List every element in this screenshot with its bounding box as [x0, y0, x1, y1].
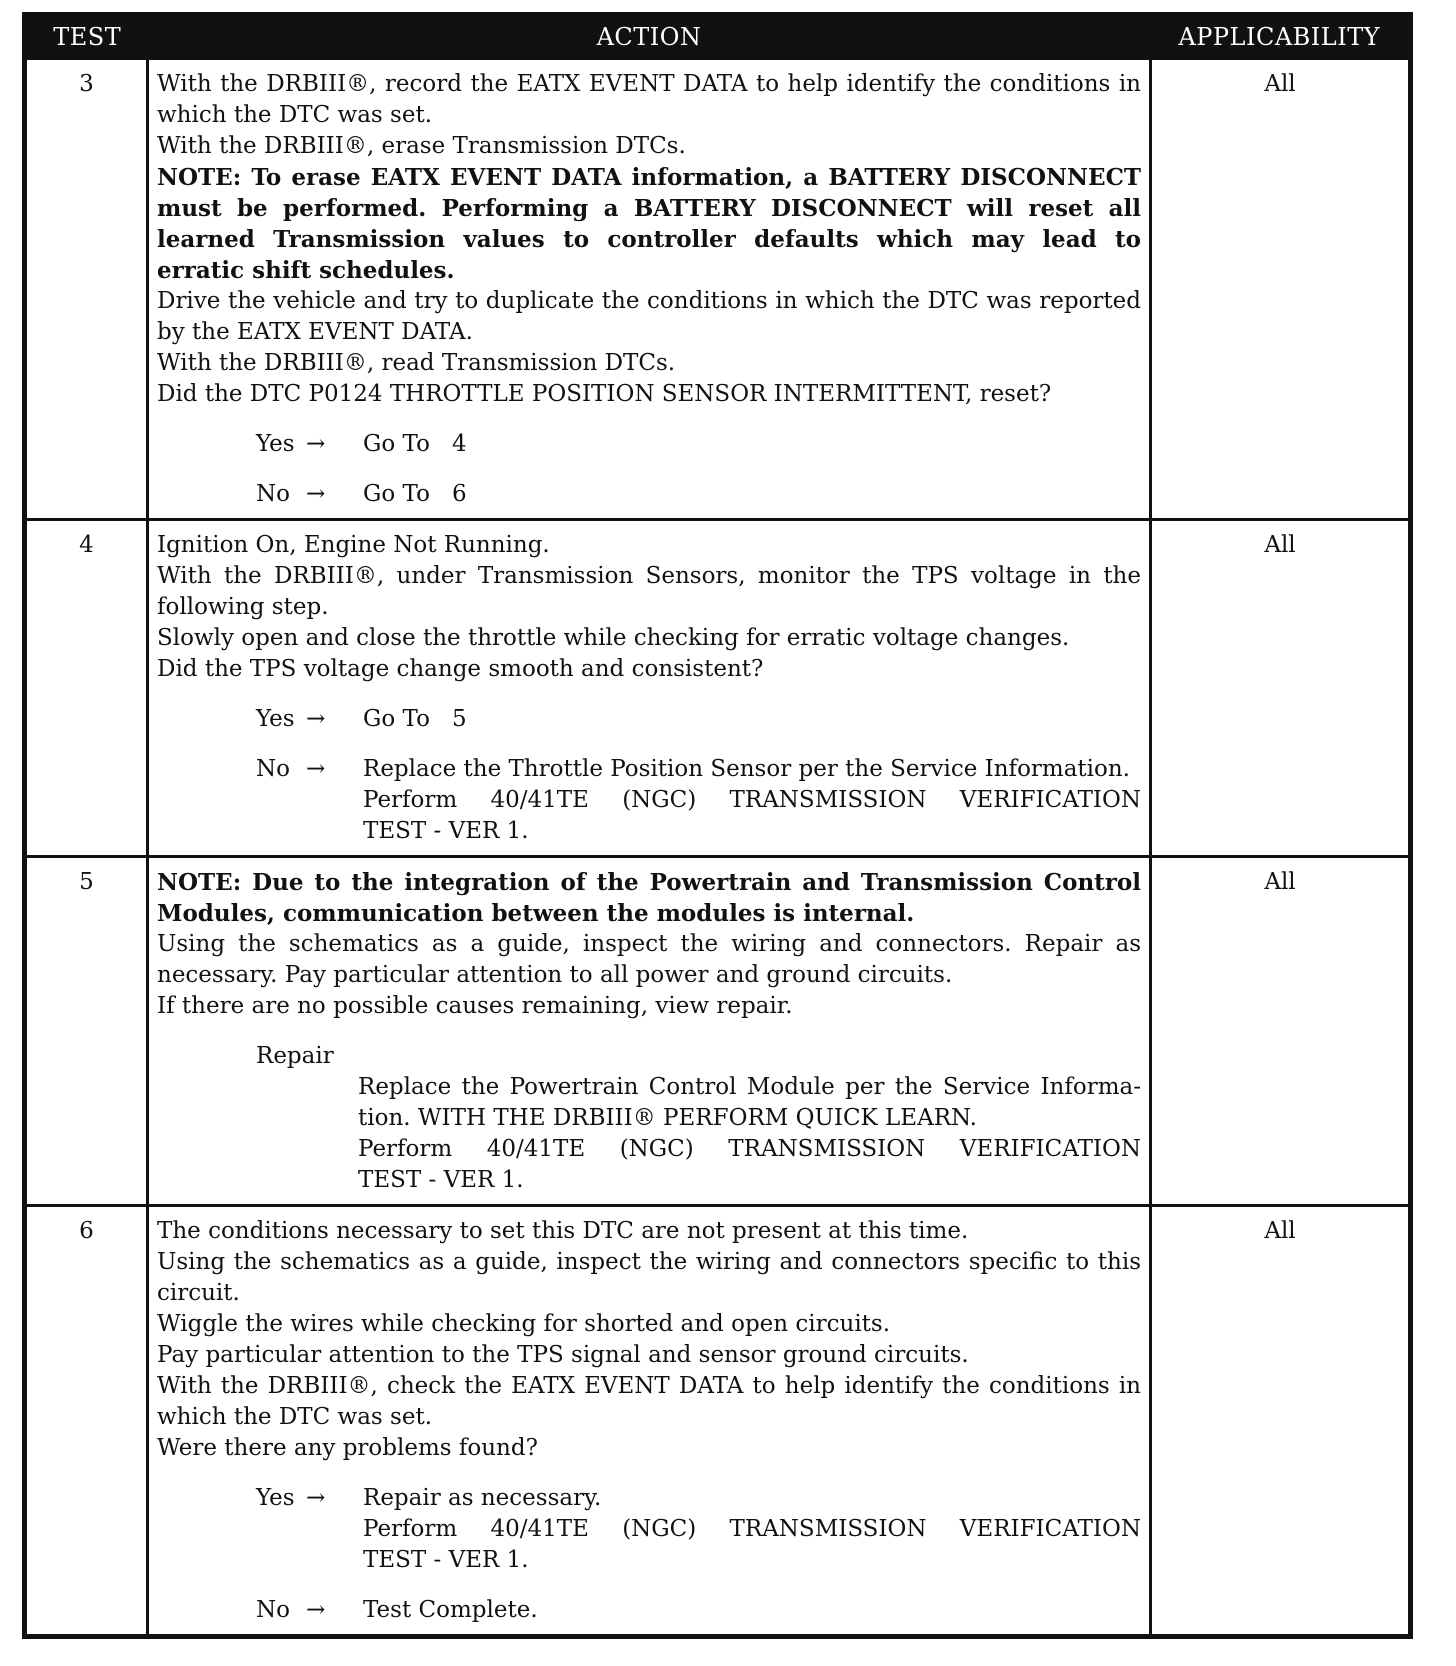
applicability-value: All	[1151, 59, 1411, 520]
result-step: Test Complete.	[363, 1597, 538, 1623]
header-applicability: APPLICABILITY	[1151, 15, 1411, 59]
yes-branch	[157, 704, 1141, 735]
note-text: NOTE: Due to the integration of the Powertrain and Transmission Control Modules, communication between the modules is internal.	[157, 869, 1141, 927]
branch-result	[363, 1595, 1141, 1626]
action-step: With the DRBIII®, under Transmission Sensors, monitor the TPS voltage in the following step.	[157, 563, 1141, 620]
no-label: No	[256, 481, 290, 507]
applicability-value: All	[1151, 1206, 1411, 1637]
action-question: Did the TPS voltage change smooth and consistent?	[157, 656, 764, 682]
repair-step: tion. WITH THE DRBIII® PERFORM QUICK LEARN.	[358, 1105, 977, 1131]
right-arrow-icon: →	[306, 756, 326, 782]
repair-step: Perform 40/41TE (NGC) TRANSMISSION VERIFICATION	[358, 1136, 1141, 1162]
repair-instructions	[157, 1072, 1141, 1196]
right-arrow-icon: →	[306, 431, 326, 457]
right-arrow-icon: →	[306, 481, 326, 507]
goto-target: 4	[451, 431, 467, 457]
no-branch	[157, 754, 1141, 847]
goto-label: Go To	[363, 431, 430, 457]
applicability-value: All	[1151, 857, 1411, 1206]
action-cell	[148, 857, 1151, 1206]
branch-result	[363, 754, 1141, 847]
action-question: Did the DTC P0124 THROTTLE POSITION SENSOR INTERMITTENT, reset?	[157, 381, 1052, 407]
goto-target: 6	[451, 481, 467, 507]
action-step: Using the schematics as a guide, inspect the wiring and connectors. Repair as necessary. Pay particular attention to all power and ground circuits.	[157, 931, 1141, 988]
branch-result	[363, 1483, 1141, 1576]
result-step: Perform 40/41TE (NGC) TRANSMISSION VERIFICATION	[363, 787, 1141, 813]
repair-step: Replace the Powertrain Control Module per the Service Informa-	[358, 1074, 1141, 1100]
test-number: 4	[25, 520, 148, 857]
action-cell	[148, 1206, 1151, 1637]
repair-step: TEST - VER 1.	[358, 1167, 524, 1193]
yes-branch	[157, 1483, 1141, 1576]
goto-result	[363, 479, 1141, 510]
action-question: Were there any problems found?	[157, 1435, 538, 1461]
no-branch	[157, 1595, 1141, 1626]
test-row-6	[25, 1206, 1411, 1637]
test-number: 6	[25, 1206, 148, 1637]
diagnostic-table	[22, 12, 1413, 1639]
diagnostic-procedure-sheet	[22, 12, 1408, 1639]
action-step: Slowly open and close the throttle while checking for erratic voltage changes.	[157, 625, 1070, 651]
right-arrow-icon: →	[306, 706, 326, 732]
right-arrow-icon: →	[306, 1485, 326, 1511]
note-text: NOTE: To erase EATX EVENT DATA information, a BATTERY DISCONNECT must be performed. Performing a BATTERY DISCONNECT will reset all learned Transmission values to controller defaults which may lead to erratic shift schedules.	[157, 164, 1141, 284]
test-number: 3	[25, 59, 148, 520]
action-step: Ignition On, Engine Not Running.	[157, 532, 550, 558]
goto-label: Go To	[363, 706, 430, 732]
action-step: With the DRBIII®, check the EATX EVENT DATA to help identify the conditions in which the DTC was set.	[157, 1373, 1141, 1430]
action-step: Pay particular attention to the TPS signal and sensor ground circuits.	[157, 1342, 969, 1368]
applicability-value: All	[1151, 520, 1411, 857]
no-label: No	[256, 1597, 290, 1623]
result-step: Replace the Throttle Position Sensor per the Service Information.	[363, 756, 1130, 782]
no-branch	[157, 479, 1141, 510]
action-step: Wiggle the wires while checking for shorted and open circuits.	[157, 1311, 891, 1337]
action-step: With the DRBIII®, read Transmission DTCs.	[157, 350, 676, 376]
no-label: No	[256, 756, 290, 782]
result-step: Repair as necessary.	[363, 1485, 602, 1511]
test-row-5	[25, 857, 1411, 1206]
action-step: If there are no possible causes remaining, view repair.	[157, 993, 793, 1019]
result-step: Perform 40/41TE (NGC) TRANSMISSION VERIFICATION	[363, 1516, 1141, 1542]
goto-result	[363, 704, 1141, 735]
action-step: With the DRBIII®, erase Transmission DTCs.	[157, 133, 686, 159]
repair-label: Repair	[256, 1043, 334, 1069]
header-action: ACTION	[148, 15, 1151, 59]
action-step: Using the schematics as a guide, inspect the wiring and connectors specific to this circuit.	[157, 1249, 1141, 1306]
result-step: TEST - VER 1.	[363, 818, 529, 844]
goto-target: 5	[451, 706, 467, 732]
test-number: 5	[25, 857, 148, 1206]
action-step: With the DRBIII®, record the EATX EVENT DATA to help identify the conditions in which the DTC was set.	[157, 71, 1141, 128]
yes-label: Yes	[256, 706, 295, 732]
test-row-4	[25, 520, 1411, 857]
goto-result	[363, 429, 1141, 460]
goto-label: Go To	[363, 481, 430, 507]
action-step: Drive the vehicle and try to duplicate the conditions in which the DTC was reported by the EATX EVENT DATA.	[157, 288, 1141, 345]
yes-label: Yes	[256, 1485, 295, 1511]
header-test: TEST	[25, 15, 148, 59]
action-cell	[148, 59, 1151, 520]
yes-label: Yes	[256, 431, 295, 457]
yes-branch	[157, 429, 1141, 460]
table-header-row	[25, 15, 1411, 59]
result-step: TEST - VER 1.	[363, 1547, 529, 1573]
action-step: The conditions necessary to set this DTC are not present at this time.	[157, 1218, 969, 1244]
action-cell	[148, 520, 1151, 857]
test-row-3	[25, 59, 1411, 520]
right-arrow-icon: →	[306, 1597, 326, 1623]
